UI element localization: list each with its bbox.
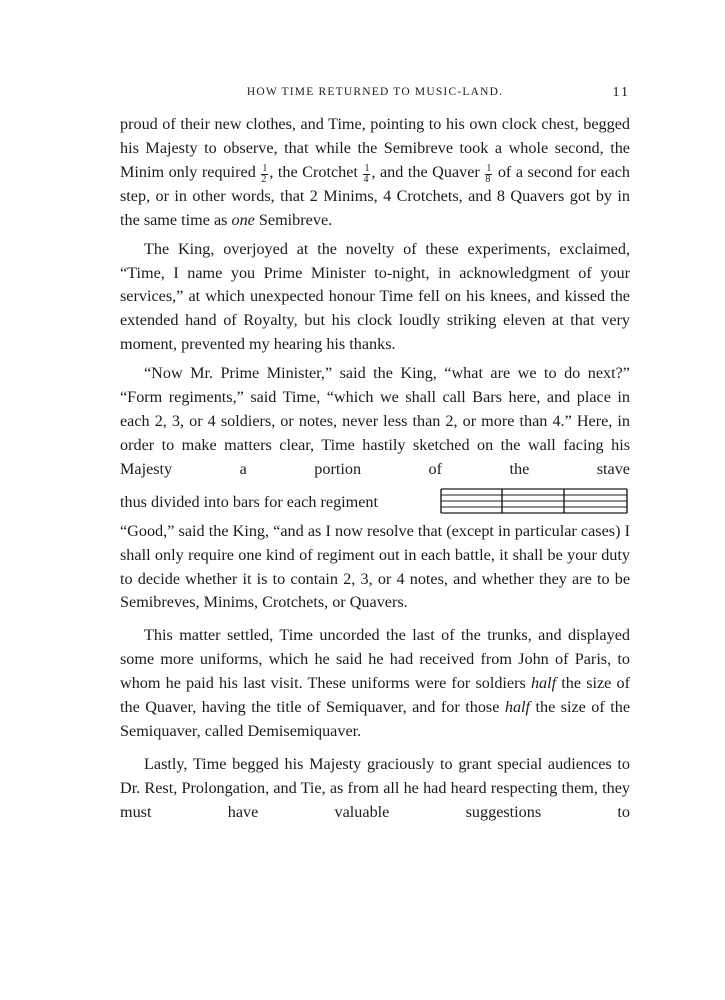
fraction-eighth (485, 164, 492, 185)
fraction-denominator: 2 (261, 173, 267, 185)
p1-text-f: Semibreve. (254, 210, 333, 229)
fraction-denominator: 4 (363, 173, 369, 185)
paragraph-4: “Good,” said the King, “and as I now resolve that (except in particular cases) I shall only require one kind of regiment out in each battle, it shall be your duty to decide whether it is to contain 2, 3, or 4 notes, and whether they are to be Semibreves, Minims, Crotchets, or Quavers. (120, 521, 630, 612)
paragraph-6: Lastly, Time begged his Majesty graciously to grant special audiences to Dr. Rest, Prolongation, and Tie, as from all he had heard respecting them, they must have valuable suggestions to (120, 754, 630, 821)
paragraph-2: The King, overjoyed at the novelty of these experiments, exclaimed, “Time, I name you Prime Minister to-night, in acknowledgment of your services,” at which unexpected honour Time fell on his knees, and kissed the extended hand of Royalty, but his clock loudly striking eleven at that very moment, prevented my hearing his thanks. (120, 239, 630, 354)
stave-caption: thus divided into bars for each regiment (120, 492, 379, 511)
body-text (120, 113, 630, 825)
fraction-half (261, 164, 268, 185)
fraction-quarter (363, 164, 370, 185)
p1-text-c: , and the Quaver (371, 162, 480, 181)
fraction-denominator: 8 (485, 173, 491, 185)
page-header (120, 86, 630, 104)
paragraph-5 (120, 624, 630, 744)
stave-bars-figure (440, 487, 628, 515)
p5-emphasis-half: half (504, 698, 531, 717)
paragraph-1 (120, 113, 630, 233)
fraction-numerator: 1 (364, 162, 370, 174)
paragraph-3: “Now Mr. Prime Minister,” said the King, “what are we to do next?” “Form regiments,” said Time, “which we shall call Bars here, and place in each 2, 3, or 4 soldiers, or notes, never less than 2, or more than 4.” Here, in order to make matters clear, Time hastily sketched on the wall facing his Majesty a portion of the stave (120, 364, 630, 478)
p1-text-b: , the Crotchet (269, 162, 358, 181)
p1-text-a: proud of their new clothes, and Time, pointing to his own clock chest, begged his Majesty to observe, that while the Semibreve took a whole second, the Minim only required (120, 115, 630, 181)
p5-emphasis-half: half (530, 674, 557, 693)
p5-text-a: This matter settled, Time uncorded the last of the trunks, and displayed some more uniforms, which he said he had received from John of Paris, to whom he paid his last visit. These uniforms were for soldiers (120, 626, 630, 693)
fraction-numerator: 1 (486, 162, 492, 174)
running-head: HOW TIME RETURNED TO MUSIC-LAND. (246, 86, 504, 98)
p5-text-c: the size of the Quaver, having the title of Semiquaver, and for those (120, 674, 630, 717)
fraction-numerator: 1 (262, 162, 268, 174)
p1-emphasis-one: one (231, 210, 255, 229)
page-number: 11 (612, 85, 630, 100)
stave-illustration-line (120, 487, 630, 517)
p1-text-d: of a second for each step, or in other words, that 2 Minims, 4 Crotchets, and 8 Quavers got by in the same time as (120, 162, 631, 229)
p5-text-e: the size of the Semiquaver, called Demisemiquaver. (120, 698, 631, 740)
